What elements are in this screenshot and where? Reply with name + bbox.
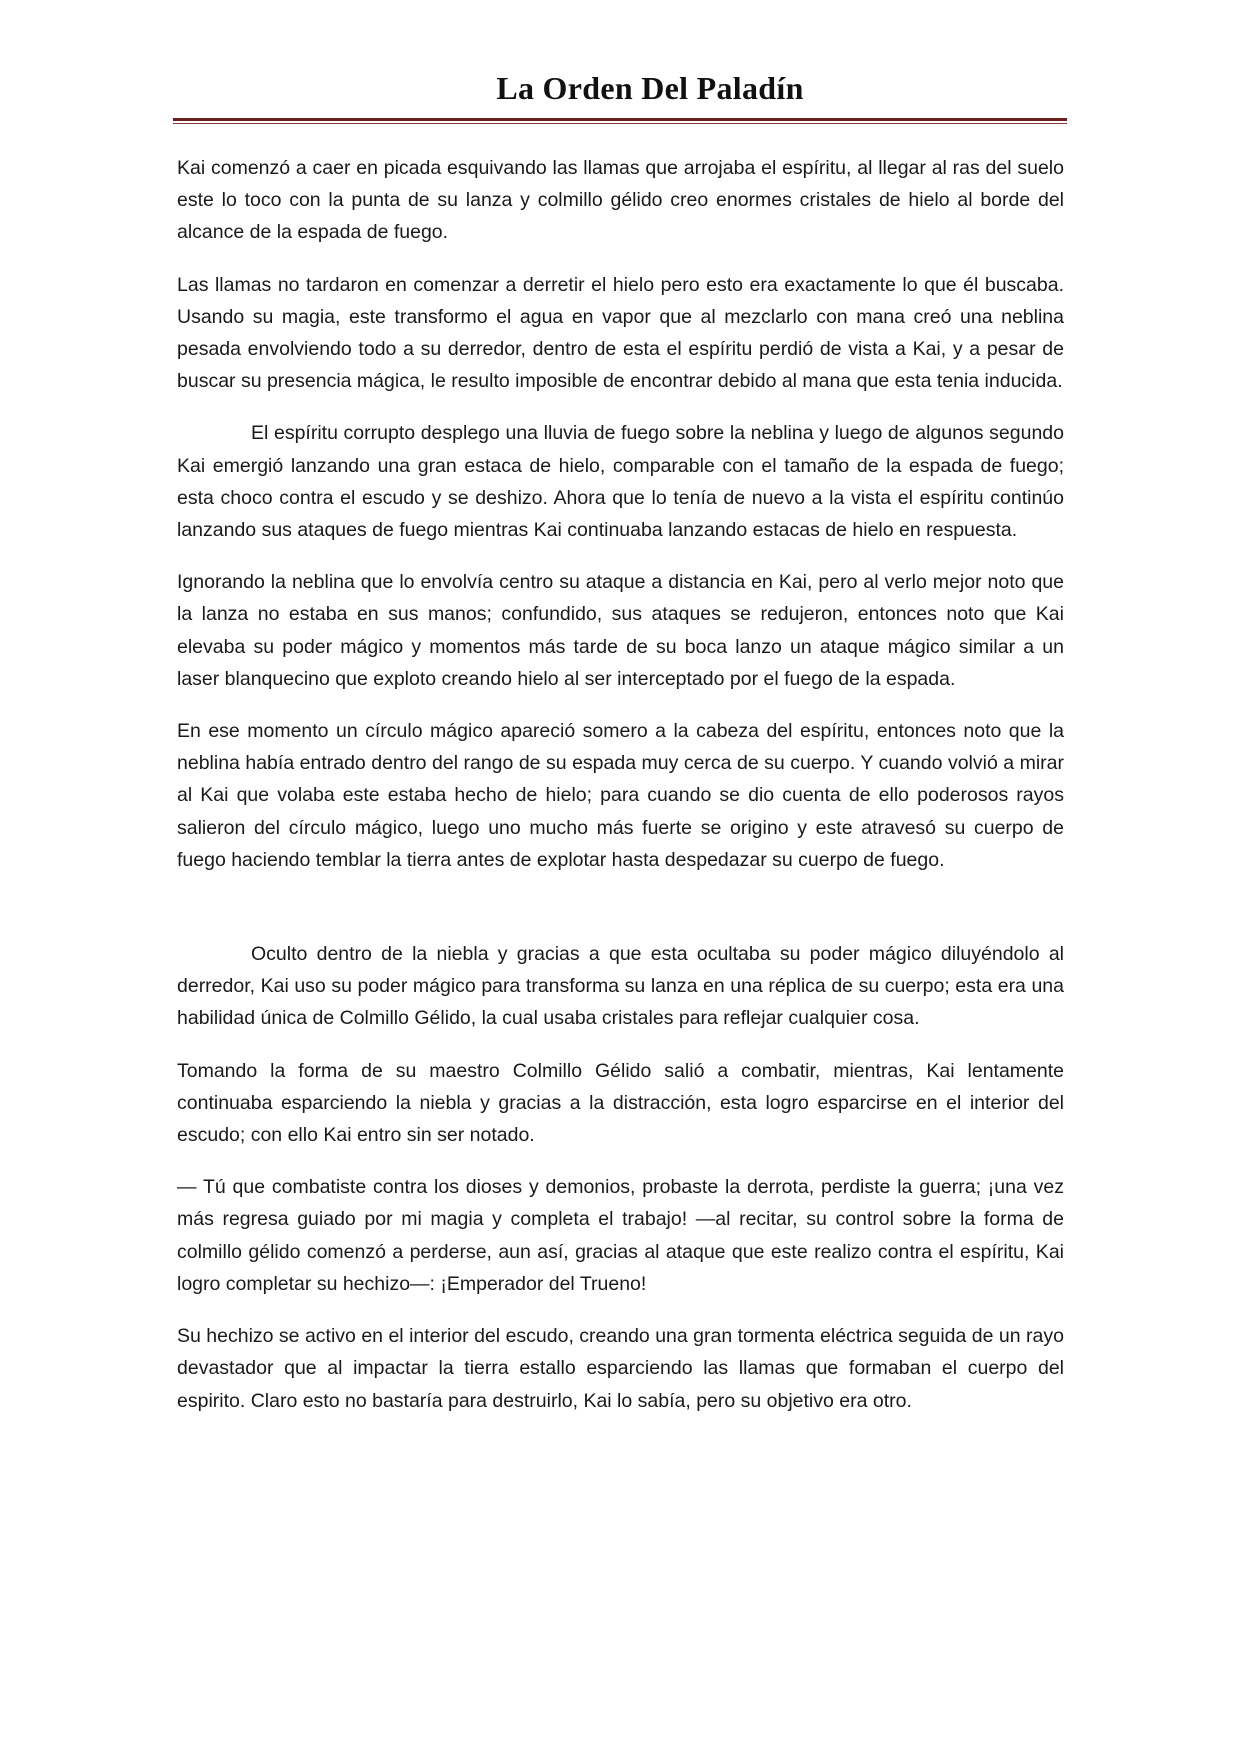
paragraph: Ignorando la neblina que lo envolvía centro su ataque a distancia en Kai, pero al verlo mejor noto que la lanza no estaba en sus manos; confundido, sus ataques se redujeron, entonces noto que Kai elevaba su poder mágico y momentos más tarde de su boca lanzo un ataque mágico similar a un laser blanquecino que exploto creando hielo al ser interceptado por el fuego de la espada.	[177, 571, 1064, 690]
paragraph: Tomando la forma de su maestro Colmillo Gélido salió a combatir, mientras, Kai lentamente continuaba esparciendo la niebla y gracias a la distracción, esta logro esparcirse en el interior del escudo; con ello Kai entro sin ser notado.	[177, 1059, 1064, 1147]
book-title: La Orden Del Paladín	[496, 70, 804, 106]
paragraph: En ese momento un círculo mágico apareció somero a la cabeza del espíritu, entonces noto que la neblina había entrado dentro del rango de su espada muy cerca de su cuerpo. Y cuando volvió a mirar al Kai que volaba este estaba hecho de hielo; para cuando se dio cuenta de ello poderosos rayos salieron del círculo mágico, luego uno mucho más fuerte se origino y este atravesó su cuerpo de fuego haciendo temblar la tierra antes de explotar hasta despedazar su cuerpo de fuego.	[177, 720, 1064, 871]
header-divider-thin	[173, 123, 1067, 124]
page-header	[173, 68, 1067, 124]
paragraph: Kai comenzó a caer en picada esquivando las llamas que arrojaba el espíritu, al llegar al ras del suelo este lo toco con la punta de su lanza y colmillo gélido creo enormes cristales de hielo al borde del alcance de la espada de fuego.	[177, 157, 1064, 244]
paragraph: Su hechizo se activo en el interior del escudo, creando una gran tormenta eléctrica seguida de un rayo devastador que al impactar la tierra estallo esparciendo las llamas que formaban el cuerpo del espirito. Claro esto no bastaría para destruirlo, Kai lo sabía, pero su objetivo era otro.	[177, 1325, 1064, 1412]
paragraph: El espíritu corrupto desplego una lluvia de fuego sobre la neblina y luego de algunos segundo Kai emergió lanzando una gran estaca de hielo, comparable con el tamaño de la espada de fuego; esta choco contra el escudo y se deshizo. Ahora que lo tenía de nuevo a la vista el espíritu continúo lanzando sus ataques de fuego mientras Kai continuaba lanzando estacas de hielo en respuesta.	[177, 422, 1064, 542]
body-text	[177, 152, 1064, 1437]
paragraph: Las llamas no tardaron en comenzar a derretir el hielo pero esto era exactamente lo que él buscaba. Usando su magia, este transformo el agua en vapor que al mezclarlo con mana creó una neblina pesada envolviendo todo a su derredor, dentro de esta el espíritu perdió de vista a Kai, y a pesar de buscar su presencia mágica, le resulto imposible de encontrar debido al mana que esta tenia inducida.	[177, 273, 1064, 393]
paragraph: — Tú que combatiste contra los dioses y demonios, probaste la derrota, perdiste la guerra; ¡una vez más regresa guiado por mi magia y completa el trabajo! —al recitar, su control sobre la forma de colmillo gélido comenzó a perderse, aun así, gracias al ataque que este realizo contra el espíritu, Kai logro completar su hechizo—: ¡Emperador del Trueno!	[177, 1176, 1064, 1295]
header-divider	[173, 118, 1067, 121]
paragraph: Oculto dentro de la niebla y gracias a que esta ocultaba su poder mágico diluyéndolo al derredor, Kai uso su poder mágico para transforma su lanza en una réplica de su cuerpo; esta era una habilidad única de Colmillo Gélido, la cual usaba cristales para reflejar cualquier cosa.	[177, 943, 1064, 1030]
